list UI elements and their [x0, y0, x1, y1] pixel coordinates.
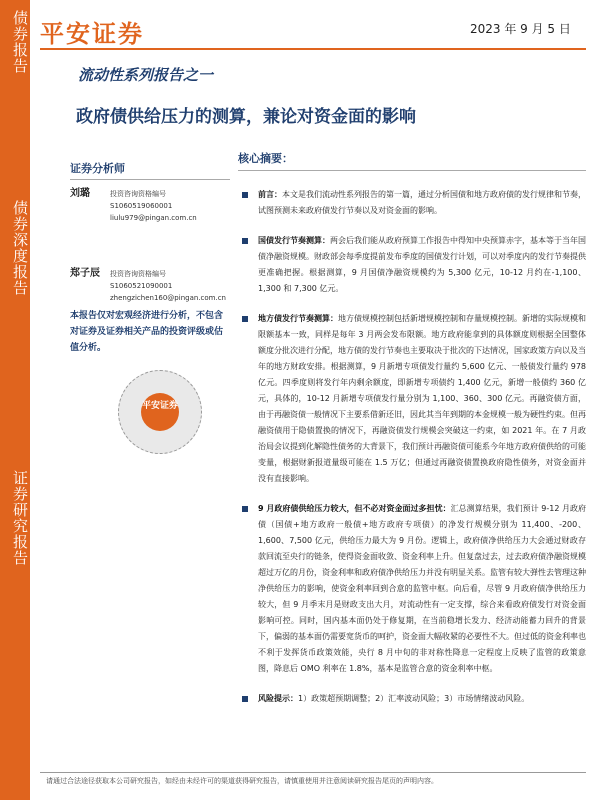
bullet-icon — [242, 316, 248, 322]
footer-notice: 请通过合法途径获取本公司研究报告，如经由未经许可的渠道获得研究报告，请慎重使用并注意阅读研究报告尾页的声明内容。 — [46, 777, 438, 785]
bullet-icon — [242, 506, 248, 512]
analyst-cert-label: 投资咨询资格编号 — [110, 270, 166, 278]
paragraph-lead: 地方债发行节奏测算： — [258, 314, 338, 323]
summary-paragraph — [238, 311, 586, 487]
qr-logo: 平安证券 — [141, 393, 179, 431]
paragraph-lead: 9 月政府债供给压力较大，但不必对资金面过多担忧： — [258, 504, 451, 513]
analyst-cert-label: 投资咨询资格编号 — [110, 190, 166, 198]
analyst-cert-number: S1060519060001 — [110, 202, 173, 210]
paragraph-lead: 国债发行节奏测算： — [258, 236, 330, 245]
analyst-info — [110, 268, 226, 304]
report-title: 政府债供给压力的测算，兼论对资金面的影响 — [76, 107, 416, 127]
summary-paragraph — [238, 233, 586, 297]
company-logo: 平安证券 — [40, 20, 144, 48]
paragraph-text: 两会后我们能从政府预算工作报告中得知中央预算赤字，基本等于当年国债净融资规模。财政部会每季度提前发布季度的国债发行计划，可以对季度内的发行节奏提供更准确把握。根据测算，9 月国债净融资规模约为 5,300 亿元，10-12 月约在-1,100、1,300 和 7,300 亿元。 — [258, 236, 586, 293]
analyst-email: liulu979@pingan.com.cn — [110, 214, 197, 222]
series-title: 流动性系列报告之一 — [78, 66, 214, 84]
header-rule — [40, 48, 586, 50]
paragraph-text: 1）政策超预期调整；2）汇率波动风险；3）市场情绪波动风险。 — [298, 694, 530, 703]
paragraph-text: 汇总测算结果，我们预计 9-12 月政府债（国债+地方政府一般债+地方政府专项债）的净发行规模分别为 11,400、-200、1,600、7,500 亿元，供给压力最大为 9 月份。逻辑上，政府债净供给压力大会通过财政存款回流至央行的链条，使得资金面收敛、资金利率上升。但复盘过去，过去政府债净融资规模超过万亿的月份，资金利率和政府债净供给压力并没有明显关系。监管有较大弹性去管理这种净供给压力的影响，使资金利率回到合意的监管中枢。向后看，尽管 9 月政府债净供给压力较大，但 9 月季末月是财政支出大月，对流动性有一定支撑，综合来看政府债发行对资金面影响可控。同时，国内基本面仍处于修复期，在当前稳增长发力、经济动能蓄力回升的背景下，偏弱的基本面仍需要宽货币的呵护，资金面大幅收紧的必要性不大。但过低的资金利率也不利于发挥货币政策效能，央行 8 月中旬的非对称性降息一定程度上反映了监管的政策意图，降息后 OMO 利率在 1.8%，基本是监管合意的资金利率中枢。 — [258, 504, 586, 673]
analyst-cert-number: S1060521090001 — [110, 282, 173, 290]
summary-heading: 核心摘要： — [238, 150, 586, 171]
report-date: 2023 年 9 月 5 日 — [470, 22, 571, 36]
analyst-heading: 证券分析师 — [70, 160, 230, 180]
summary-paragraph — [238, 187, 586, 219]
paragraph-lead: 风险提示： — [258, 694, 298, 703]
sidebar-label-bond-report: 债券报告 — [11, 10, 29, 74]
paragraph-lead: 前言： — [258, 190, 282, 199]
analyst-info — [110, 188, 197, 224]
analyst-card — [70, 188, 230, 260]
summary-paragraph — [238, 501, 586, 677]
sidebar-label-securities-research: 证券研究报告 — [11, 470, 29, 566]
bullet-icon — [242, 696, 248, 702]
footer-rule — [40, 772, 586, 773]
sidebar — [0, 0, 30, 800]
analysis-disclaimer: 本报告仅对宏观经济进行分析，不包含对证券及证券相关产品的投资评级或估值分析。 — [70, 311, 224, 353]
bullet-icon — [242, 238, 248, 244]
qr-code — [118, 370, 202, 454]
analyst-email: zhengzichen160@pingan.com.cn — [110, 294, 226, 302]
paragraph-text: 本文是我们流动性系列报告的第一篇，通过分析国债和地方政府债的发行规律和节奏，试图预测未来政府债发行节奏以及对资金面的影响。 — [258, 190, 586, 215]
summary-section — [238, 150, 586, 721]
paragraph-text: 地方债规模控制包括新增规模控制和存量规模控制。新增的实际规模和限额基本一致，同样是每年 3 月两会发布限额。地方政府能拿到的具体额度则根据全国整体额度分批次进行分配，地方债的发行节奏也主要取决于批次的下达情况，国家政策方向以及当年的地方财政安排。根据测算，9 月新增专项债发行量约 5,600 亿元、一般债发行量约 978 亿元。四季度则将发行年内剩余额度，即新增专项债约 1,400 亿元，新增一般债约 360 亿元，具体的，10-12 月新增专项债发行量分别为 1,100、360、300 亿元。再融资债方面，由于再融资债一般情况下主要系借新还旧，因此其当年到期的本金规模一般为硬性约束。但再融资债用于隐债置换的情况下，再融资债发行规模会突破这一约束，如 2021 年。在 7 月政治局会议提到化解隐性债务的大背景下，我们预计再融资债可能系今年地方政府债供给的可能变量，根据财新报道量级可能在 1.5 万亿；但通过再融资债置换政府隐性债务，对资金面并没有直接影响。 — [258, 314, 586, 483]
sidebar-label-bond-deep-report: 债券深度报告 — [11, 200, 29, 296]
analyst-name: 刘璐 — [70, 188, 90, 199]
analyst-name: 郑子辰 — [70, 268, 100, 279]
summary-paragraph — [238, 691, 586, 707]
bullet-icon — [242, 192, 248, 198]
